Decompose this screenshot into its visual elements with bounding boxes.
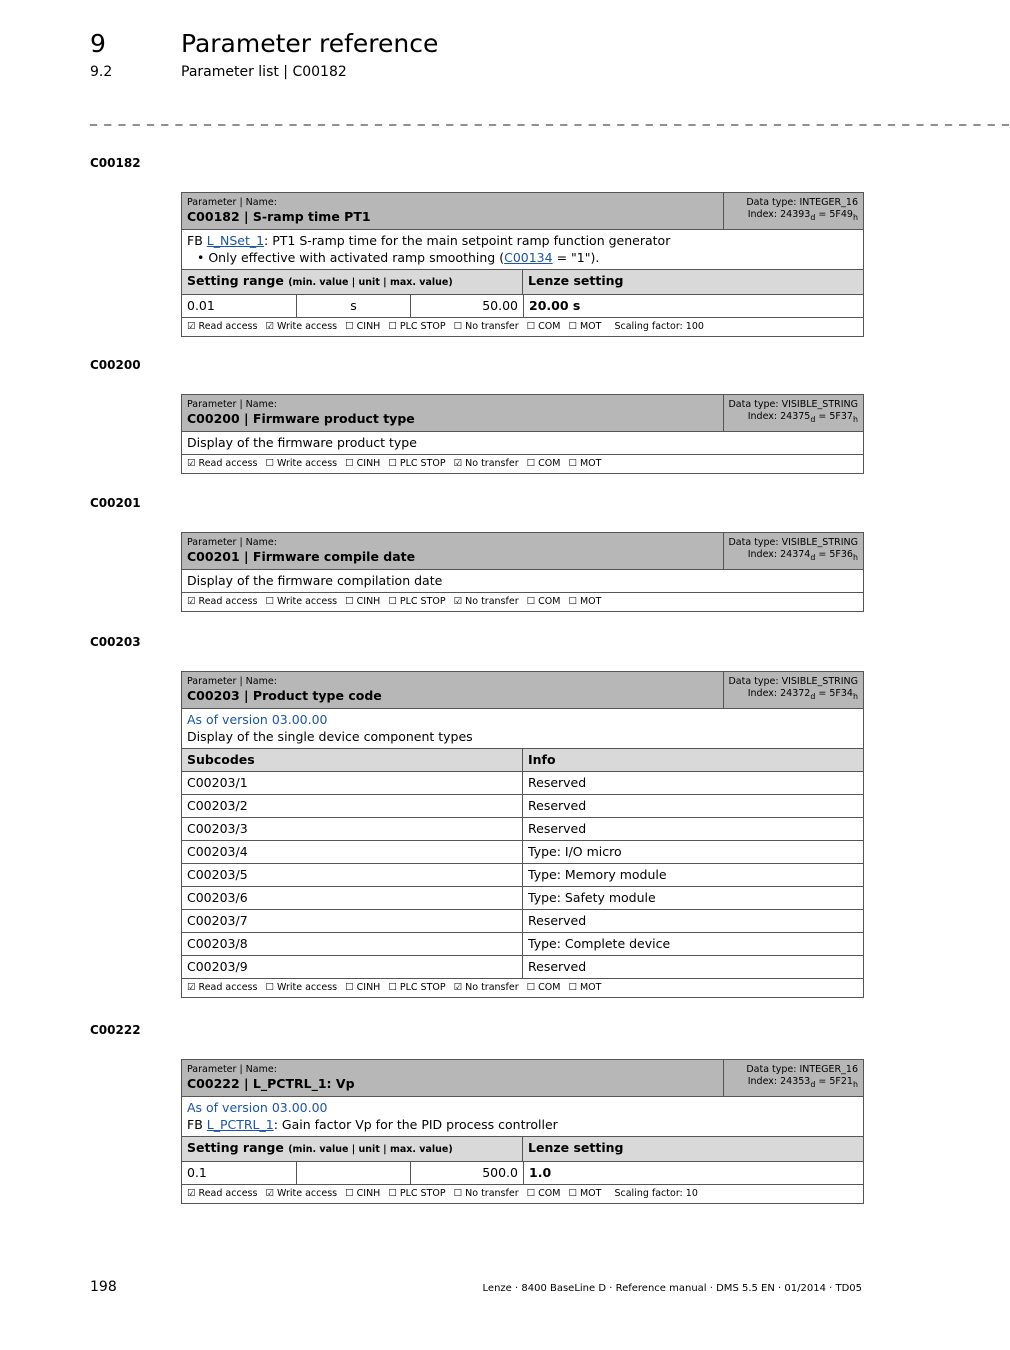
param-header: Parameter | Name: C00222 | L_PCTRL_1: Vp Data type: INTEGER_16 Index: $24353_d = 5F21_h$ <box>182 1060 863 1097</box>
param-index: Index: $24374_d = 5F36_h$ <box>747 549 858 562</box>
table-row: C00203/4 Type: I/O micro <box>182 841 863 864</box>
param-index: Index: $24372_d = 5F34_h$ <box>747 688 858 701</box>
section-number: 9.2 <box>90 64 113 80</box>
param-header: Parameter | Name: C00203 | Product type code Data type: VISIBLE_STRING Index: $24372_d = 5F34_h$ <box>182 672 863 709</box>
setting-range-row <box>182 295 863 318</box>
param-description: Display of the firmware compilation date <box>182 570 863 593</box>
param-name: C00203 | Product type code <box>187 688 382 703</box>
param-index: Index: $24393_d = 5F49_h$ <box>747 209 858 222</box>
data-type: Data type: INTEGER_16 <box>746 1064 858 1075</box>
version-note: As of version 03.00.00 <box>187 712 328 727</box>
lenze-setting: 20.00 s <box>529 298 581 313</box>
table-row: C00203/1 Reserved <box>182 772 863 795</box>
param-heading: C00203 <box>90 635 141 649</box>
access-flags: ☑ Read access ☑ Write access ☐ CINH ☐ PLC STOP ☐ No transfer ☐ COM ☐ MOT Scaling factor: 10 <box>182 1185 863 1203</box>
param-table-c00203 <box>181 671 864 998</box>
param-name-label: Parameter | Name: <box>187 197 277 208</box>
param-description: As of version 03.00.00 FB L_PCTRL_1: Gain factor Vp for the PID process controller <box>182 1097 863 1137</box>
fb-link[interactable]: L_PCTRL_1 <box>206 1117 274 1132</box>
access-flags: ☑ Read access ☑ Write access ☐ CINH ☐ PLC STOP ☐ No transfer ☐ COM ☐ MOT Scaling factor: 100 <box>182 318 863 336</box>
table-row: C00203/7 Reserved <box>182 910 863 933</box>
lenze-setting: 1.0 <box>529 1165 552 1180</box>
data-type: Data type: INTEGER_16 <box>746 197 858 208</box>
param-description: Display of the firmware product type <box>182 432 863 455</box>
param-heading: C00222 <box>90 1023 141 1037</box>
scaling-factor: Scaling factor: 100 <box>614 321 704 332</box>
table-row: C00203/9 Reserved <box>182 956 863 979</box>
param-table-c00182 <box>181 192 864 337</box>
scaling-factor: Scaling factor: 10 <box>614 1188 698 1199</box>
chapter-title: Parameter reference <box>181 29 439 58</box>
setting-range-header: Setting range (min. value | unit | max. value) Lenze setting <box>182 1137 863 1162</box>
table-row: C00203/6 Type: Safety module <box>182 887 863 910</box>
data-type: Data type: VISIBLE_STRING <box>728 676 858 687</box>
fb-link[interactable]: L_NSet_1 <box>206 233 265 248</box>
unit: s <box>297 295 411 317</box>
param-description: As of version 03.00.00 Display of the single device component types <box>182 709 863 749</box>
chapter-number: 9 <box>90 29 106 58</box>
param-name: C00182 | S-ramp time PT1 <box>187 209 371 224</box>
table-row: C00203/8 Type: Complete device <box>182 933 863 956</box>
footer-doc-info: Lenze · 8400 BaseLine D · Reference manual · DMS 5.5 EN · 01/2014 · TD05 <box>482 1283 862 1294</box>
page-number: 198 <box>90 1279 117 1295</box>
data-type: Data type: VISIBLE_STRING <box>728 537 858 548</box>
param-index: Index: $24375_d = 5F37_h$ <box>747 411 858 424</box>
unit <box>297 1162 411 1184</box>
param-header: Parameter | Name: C00201 | Firmware compile date Data type: VISIBLE_STRING Index: $24374_d = 5F36_h$ <box>182 533 863 570</box>
param-description: FB L_NSet_1: PT1 S-ramp time for the main setpoint ramp function generator • Only effective with activated ramp smoothing (C00134 = "1"). <box>182 230 863 270</box>
param-table-c00201 <box>181 532 864 612</box>
param-heading: C00182 <box>90 156 141 170</box>
param-table-c00200 <box>181 394 864 474</box>
version-note: As of version 03.00.00 <box>187 1100 328 1115</box>
min-value: 0.1 <box>182 1162 297 1184</box>
param-name: C00222 | L_PCTRL_1: Vp <box>187 1076 355 1091</box>
section-title: Parameter list | C00182 <box>181 64 347 80</box>
param-link[interactable]: C00134 <box>504 250 553 265</box>
max-value: 50.00 <box>411 295 524 317</box>
subcodes-header: Subcodes Info <box>182 749 863 772</box>
table-row: C00203/3 Reserved <box>182 818 863 841</box>
access-flags: ☑ Read access ☐ Write access ☐ CINH ☐ PLC STOP ☑ No transfer ☐ COM ☐ MOT <box>187 596 602 607</box>
header-separator: _ _ _ _ _ _ _ _ _ _ _ _ _ _ _ _ _ _ _ _ _ _ _ _ _ _ _ _ _ _ _ _ _ _ _ _ _ _ _ _ _ _ _ _ _ _ _ _ _ _ _ _ _ _ _ _ _ _ _ _ _ _ _ _ _ <box>90 110 1010 126</box>
table-row: C00203/5 Type: Memory module <box>182 864 863 887</box>
access-flags: ☑ Read access ☐ Write access ☐ CINH ☐ PLC STOP ☑ No transfer ☐ COM ☐ MOT <box>187 458 602 469</box>
param-name: C00200 | Firmware product type <box>187 411 415 426</box>
setting-range-row <box>182 1162 863 1185</box>
table-row: C00203/2 Reserved <box>182 795 863 818</box>
data-type: Data type: VISIBLE_STRING <box>728 399 858 410</box>
param-heading: C00201 <box>90 496 141 510</box>
param-heading: C00200 <box>90 358 141 372</box>
param-table-c00222 <box>181 1059 864 1204</box>
param-name: C00201 | Firmware compile date <box>187 549 416 564</box>
max-value: 500.0 <box>411 1162 524 1184</box>
param-header <box>182 193 863 230</box>
param-index: Index: $24353_d = 5F21_h$ <box>747 1076 858 1089</box>
setting-range-header: Setting range (min. value | unit | max. value) Lenze setting <box>182 270 863 295</box>
access-flags: ☑ Read access ☐ Write access ☐ CINH ☐ PLC STOP ☑ No transfer ☐ COM ☐ MOT <box>187 982 602 993</box>
min-value: 0.01 <box>182 295 297 317</box>
param-header: Parameter | Name: C00200 | Firmware product type Data type: VISIBLE_STRING Index: $24375_d = 5F37_h$ <box>182 395 863 432</box>
